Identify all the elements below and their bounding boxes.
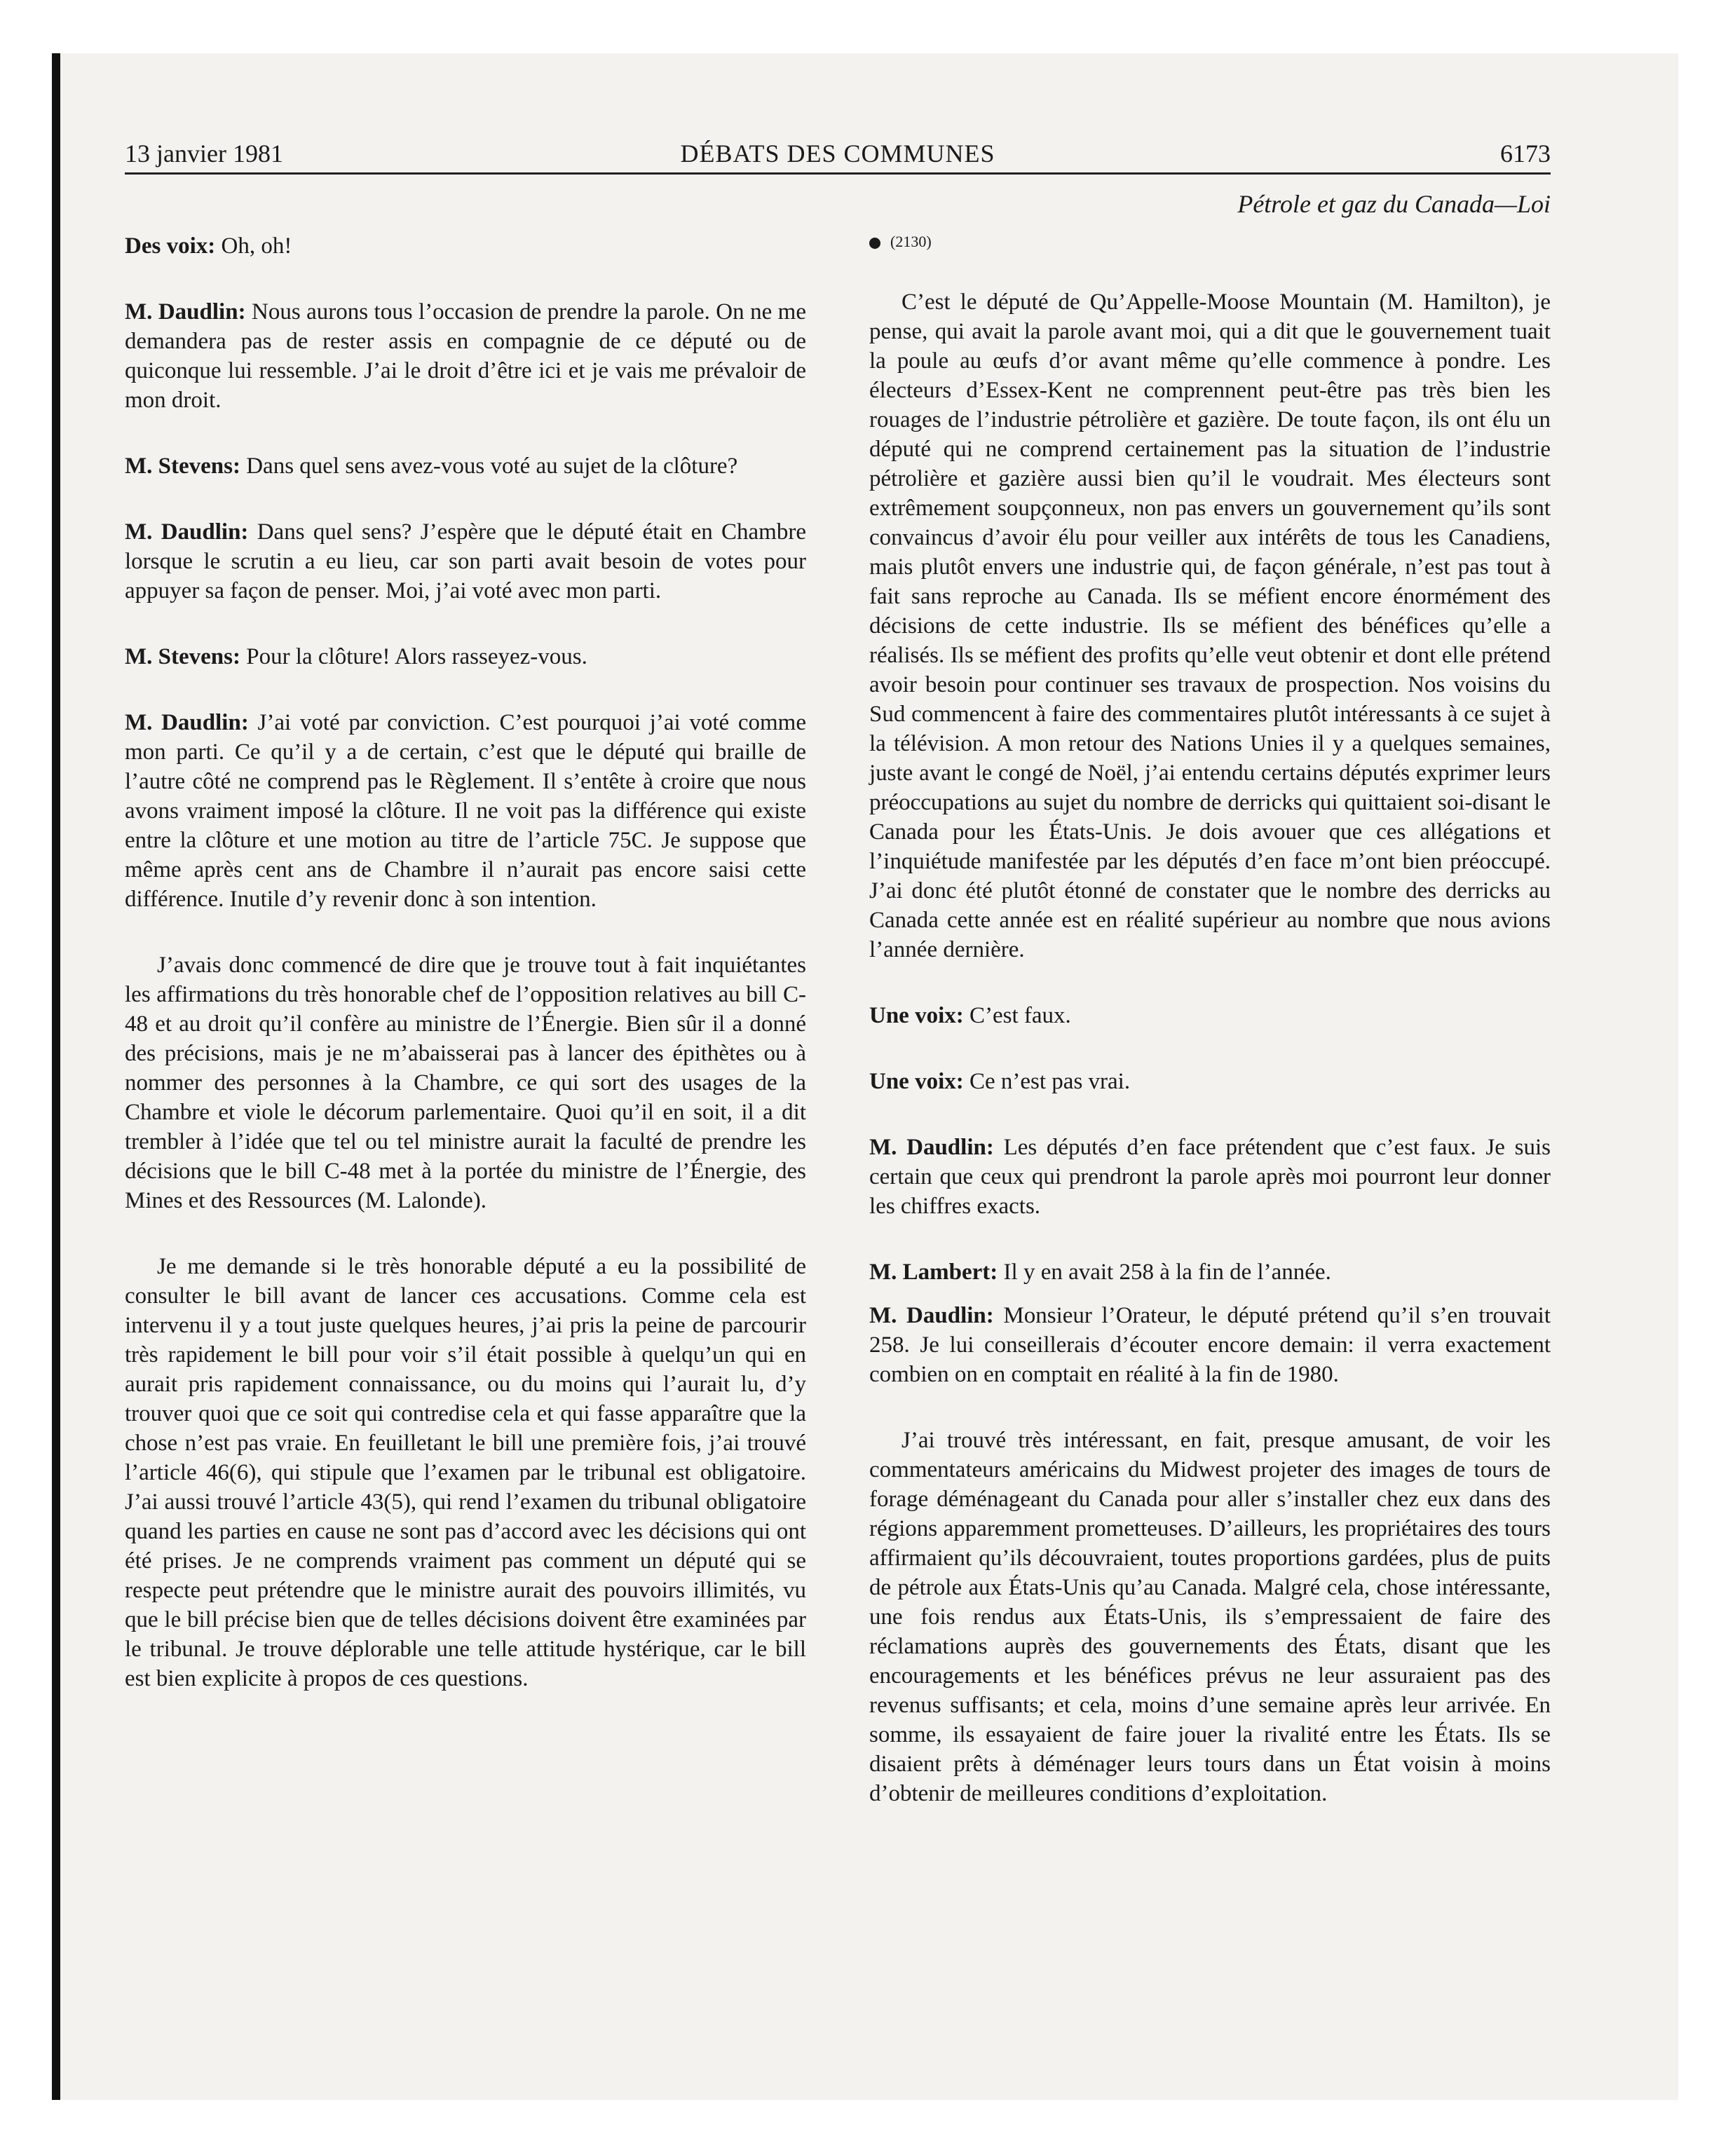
paragraph (125, 451, 806, 481)
speaker-name: Des voix: (125, 233, 216, 259)
paragraph (869, 1301, 1551, 1389)
speech-text: J’avais donc commencé de dire que je trouve tout à fait inquiétantes les affirmations du très honorable chef de l’opposition relatives au bill C-48 et au droit qu’il confère au ministre de l’Énergie. Bien sûr il a donné des précisions, mais je ne m’abaisserai pas à lancer des épithètes ou à nommer des personnes à la Chambre, ce qui sort des usages de la Chambre et viole le décorum parlementaire. Quoi qu’il en soit, il a dit trembler à l’idée que tel ou tel ministre aurait la faculté de prendre les décisions que le bill C-48 met à la portée du ministre de l’Énergie, des Mines et des Ressources (M. Lalonde). (125, 953, 806, 1213)
speech-text: J’ai voté par conviction. C’est pourquoi j’ai voté comme mon parti. Ce qu’il y a de certain, c’est que le député qui braille de l’autre côté ne comprend pas le Règlement. Il s’entête à croire que nous avons vraiment imposé la clôture. Il ne voit pas la différence qui existe entre la clôture et une motion au titre de l’article 75C. Je suppose que même après cent ans de Chambre il n’aurait pas encore saisi cette différence. Inutile d’y revenir donc à son intention. (125, 710, 806, 912)
paragraph (125, 517, 806, 606)
right-column (869, 231, 1551, 1822)
header-date: 13 janvier 1981 (125, 139, 283, 168)
speaker-name: M. Stevens: (125, 644, 240, 669)
speaker-name: M. Stevens: (125, 453, 240, 479)
speech-text: Pour la clôture! Alors rasseyez-vous. (240, 644, 587, 669)
speaker-name: M. Daudlin: (869, 1135, 994, 1160)
time-marker-text: (2130) (890, 233, 932, 250)
section-subheading: Pétrole et gaz du Canada—Loi (1237, 190, 1551, 218)
speaker-name: M. Daudlin: (869, 1303, 994, 1328)
speech-text: Je me demande si le très honorable député a eu la possibilité de consulter le bill avant de lancer ces accusations. Comme cela est intervenu il y a tout juste quelques heures, j’ai pris la peine de parcourir très rapidement le bill pour voir s’il était possible à quelqu’un qui en aurait pris rapidement connaissance, ou du moins qui l’aurait lu, d’y trouver quoi que ce soit qui contredise cela et qui fasse apparaître que la chose n’est pas vraie. En feuilletant le bill une première fois, j’ai trouvé l’article 46(6), qui stipule que l’examen par le tribunal est obligatoire. J’ai aussi trouvé l’article 43(5), qui rend l’examen du tribunal obligatoire quand les parties en cause ne sont pas d’accord avec les décisions qui ont été prises. Je ne comprends vraiment pas comment un député qui se respecte peut prétendre que le ministre aurait des pouvoirs illimités, vu que le bill précise bien que de telles décisions doivent être examinées par le tribunal. Je trouve déplorable une telle attitude hystérique, car le bill est bien explicite à propos de ces questions. (125, 1254, 806, 1691)
left-column (125, 231, 806, 1707)
speech-text: Ce n’est pas vrai. (963, 1069, 1131, 1094)
paragraph (869, 1067, 1551, 1096)
header-title: DÉBATS DES COMMUNES (680, 139, 995, 168)
speech-text: Dans quel sens avez-vous voté au sujet de la clôture? (240, 453, 738, 479)
time-marker (869, 231, 1551, 252)
running-head (125, 137, 1551, 175)
speaker-name: Une voix: (869, 1069, 964, 1094)
speaker-name: M. Daudlin: (125, 710, 249, 735)
paragraph (125, 708, 806, 914)
header-page-number: 6173 (1500, 139, 1551, 168)
paragraph (125, 950, 806, 1215)
paragraph (869, 1257, 1551, 1287)
speaker-name: M. Daudlin: (125, 299, 246, 325)
paragraph (869, 1426, 1551, 1808)
speaker-name: Une voix: (869, 1003, 964, 1028)
speaker-name: M. Lambert: (869, 1260, 998, 1285)
paragraph (869, 287, 1551, 964)
paragraph (125, 297, 806, 415)
paragraph (125, 231, 806, 261)
speaker-name: M. Daudlin: (125, 519, 249, 545)
speech-text: Oh, oh! (215, 233, 292, 259)
speech-text: Dans quel sens? J’espère que le député était en Chambre lorsque le scrutin a eu lieu, car son parti avait besoin de votes pour appuyer sa façon de penser. Moi, j’ai voté avec mon parti. (125, 519, 806, 603)
speech-text: Les députés d’en face prétendent que c’est faux. Je suis certain que ceux qui prendront la parole après moi pourront leur donner les chiffres exacts. (869, 1135, 1551, 1219)
speech-text: C’est faux. (963, 1003, 1071, 1028)
paragraph (125, 642, 806, 671)
paragraph (869, 1133, 1551, 1221)
speech-text: Il y en avait 258 à la fin de l’année. (998, 1260, 1331, 1285)
speech-text: Monsieur l’Orateur, le député prétend qu’il s’en trouvait 258. Je lui conseillerais d’écouter encore demain: il verra exactement combien on en comptait en réalité à la fin de 1980. (869, 1303, 1551, 1387)
paragraph (869, 1001, 1551, 1030)
speech-text: Nous aurons tous l’occasion de prendre la parole. On ne me demandera pas de rester assis en compagnie de ce député ou de quiconque lui ressemble. J’ai le droit d’être ici et je vais me prévaloir de mon droit. (125, 299, 806, 413)
speech-text: C’est le député de Qu’Appelle-Moose Mountain (M. Hamilton), je pense, qui avait la parole avant moi, qui a dit que le gouvernement tuait la poule au œufs d’or avant même qu’elle commence à pondre. Les électeurs d’Essex-Kent ne comprennent peut-être pas très bien les rouages de l’industrie pétrolière et gazière. De toute façon, ils ont élu un député qui ne comprend certainement pas la situation de l’industrie pétrolière et gazière aussi bien qu’il le voudrait. Mes électeurs sont extrêmement soupçonneux, non pas envers un gouvernement qu’ils sont convaincus d’avoir élu pour veiller aux intérêts de tous les Canadiens, mais plutôt envers une industrie qui, de façon générale, n’est pas tout à fait sans reproche au Canada. Ils se méfient encore énormément des décisions de cette industrie. Ils se méfient des bénéfices qu’elle a réalisés. Ils se méfient des profits qu’elle veut obtenir et dont elle prétend avoir besoin pour continuer ses travaux de prospection. Nos voisins du Sud commencent à faire des commentaires plutôt intéressants à ce sujet à la télévision. A mon retour des Nations Unies il y a quelques semaines, juste avant le congé de Noël, j’ai entendu certains députés exprimer leurs préoccupations au sujet du nombre de derricks qui quittaient soi-disant le Canada pour les États-Unis. Je dois avouer que ces allégations et l’inquiétude manifestée par les députés d’en face m’ont bien préoccupé. J’ai donc été plutôt étonné de constater que le nombre des derricks au Canada cette année est en réalité supérieur au nombre que nous avions l’année dernière. (869, 289, 1551, 962)
bullet-icon (869, 238, 880, 249)
speech-text: J’ai trouvé très intéressant, en fait, presque amusant, de voir les commentateurs américains du Midwest projeter des images de tours de forage déménageant du Canada pour aller s’installer chez eux dans des régions apparemment prometteuses. D’ailleurs, les propriétaires des tours affirmaient qu’ils découvraient, toutes proportions gardées, plus de puits de pétrole aux États-Unis qu’au Canada. Malgré cela, chose intéressante, une fois rendus aux États-Unis, ils s’empressaient de faire des réclamations auprès des gouvernements des États, disant que les encouragements et les bénéfices prévus ne leur assuraient pas des revenus suffisants; et cela, moins d’une semaine après leur arrivée. En somme, ils essayaient de faire jouer la rivalité entre les États. Ils se disaient prêts à déménager leurs tours dans un État voisin à moins d’obtenir de meilleures conditions d’exploitation. (869, 1428, 1551, 1806)
paragraph (125, 1252, 806, 1693)
